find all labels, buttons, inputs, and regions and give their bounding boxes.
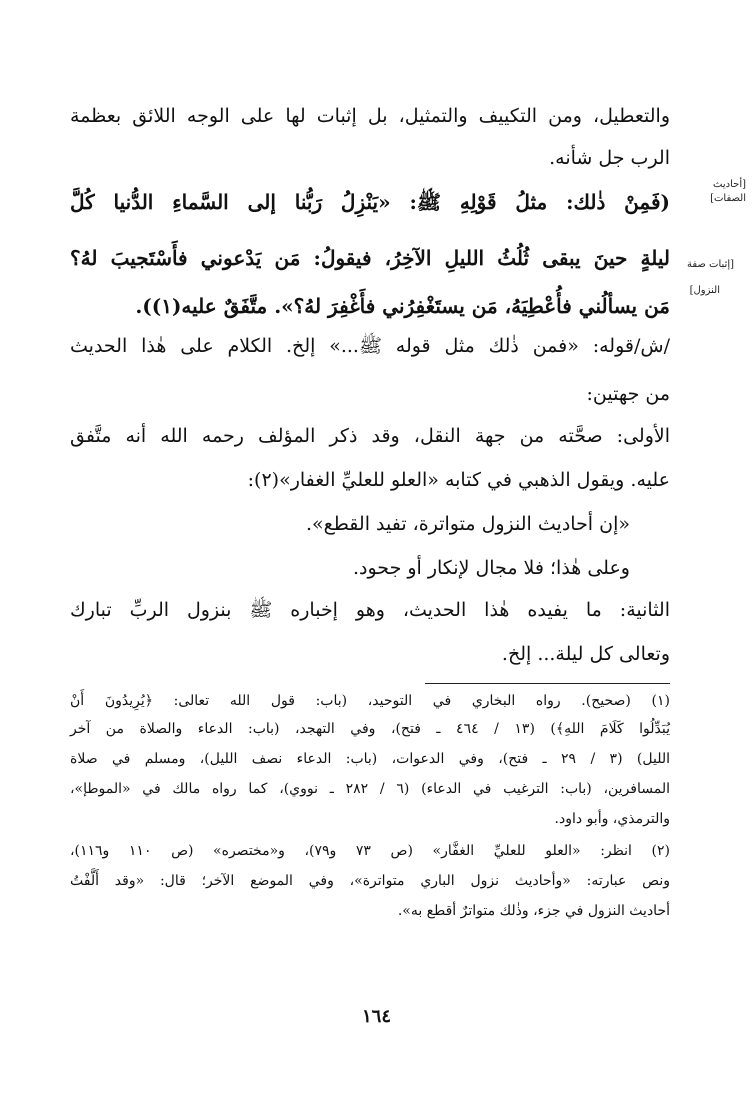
sharh-line-2: من جهتين: bbox=[586, 383, 670, 405]
body-line-2: الرب جل شأنه. bbox=[549, 147, 670, 169]
sharh-second-aspect: الثانية: ما يفيده هٰذا الحديث، وهو إخباره ﷺ بنزول الربِّ تبارك bbox=[70, 599, 670, 621]
page-number: ١٦٤ bbox=[361, 1006, 391, 1027]
sharh-line-4: عليه. ويقول الذهبي في كتابه «العلو للعليِّ الغفار»(٢): bbox=[247, 469, 670, 491]
footnote-line: الليل) (٣ / ٢٩ ـ فتح)، وفي الدعوات، (باب: الدعاء نصف الليل)، ومسلم في صلاة bbox=[70, 751, 670, 767]
footnote-line: أحاديث النزول في جزء، وذٰلك متواترٌ أقطع به». bbox=[397, 903, 670, 919]
footnote-line: (١) (صحيح). رواه البخاري في التوحيد، (باب: قول الله تعالى: ﴿يُرِيدُونَ أَنْ bbox=[70, 693, 670, 709]
sharh-line-6: وعلى هٰذا؛ فلا مجال لإنكار أو جحود. bbox=[352, 557, 630, 579]
footnote-line: والترمذي، وأبو داود. bbox=[554, 811, 670, 827]
sharh-line-8: وتعالى كل ليلة... إلخ. bbox=[501, 643, 670, 665]
footnote-line: المسافرين، (باب: الترغيب في الدعاء) (٦ / ٢٨٢ ـ نووي)، كما رواه مالك في «الموطإ»، bbox=[70, 781, 670, 797]
body-line-1: والتعطيل، ومن التكييف والتمثيل، بل إثبات لها على الوجه اللائق بعظمة bbox=[70, 105, 670, 127]
matn-line-3: مَن يسألُني فأُعْطِيَهُ، مَن يستَغْفِرُني فأَغْفِرَ لهُ؟». متَّفَقٌ عليه(١)). bbox=[135, 294, 670, 318]
footnote-line: ونص عبارته: «وأحاديث نزول الباري متواترة»، وفي الموضع الآخر؛ قال: «وقد أَلَّفْتُ bbox=[70, 873, 670, 889]
margin-note-sifat: [أحاديث الصفات] bbox=[710, 179, 746, 204]
sharh-line-1: /ش/قوله: «فمن ذٰلك مثل قوله ﷺ...» إلخ. الكلام على هٰذا الحديث bbox=[70, 335, 670, 357]
margin-note-nuzul-2: النزول] bbox=[689, 285, 720, 296]
footnote-line: يُبَدِّلُوا كَلَامَ اللهِ﴾) (١٣ / ٤٦٤ ـ فتح)، وفي التهجد، (باب: الدعاء والصلاة من آخر bbox=[70, 721, 670, 737]
footnote-line: (٢) انظر: «العلو للعليِّ الغفَّار» (ص ٧٣ و٧٩)، و«مختصره» (ص ١١٠ و١١٦)، bbox=[70, 843, 670, 859]
matn-line-1: (فَمِنْ ذٰلك: مثلُ قَوْلِهِ ﷺ: «يَنْزِلُ رَبُّنا إلى السَّماءِ الدُّنيا كُلَّ bbox=[70, 190, 670, 214]
dhahabi-quote: «إن أحاديث النزول متواترة، تفيد القطع». bbox=[305, 513, 630, 535]
matn-line-2: ليلةٍ حينَ يبقى ثُلُثُ الليلِ الآخِرُ، فيقولُ: مَن يَدْعوني فأَسْتَجيبَ لهُ؟ bbox=[70, 246, 670, 270]
sharh-first-aspect: الأولى: صحَّته من جهة النقل، وقد ذكر المؤلف رحمه الله أنه متَّفق bbox=[70, 425, 670, 447]
footnote-separator bbox=[425, 683, 670, 684]
margin-note-nuzul-1: [إثبات صفة bbox=[686, 259, 734, 270]
